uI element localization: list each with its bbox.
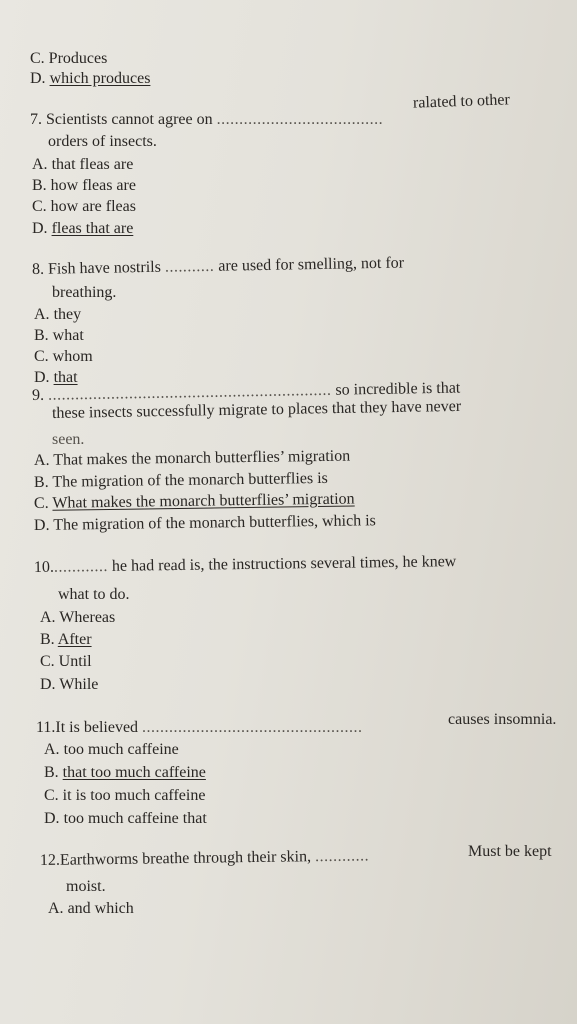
q8-option-c: C. whom	[34, 348, 93, 365]
q8-option-d: D. that	[34, 369, 78, 386]
q12-stem: 12.Earthworms breathe through their skin, ............	[39, 847, 370, 869]
q12-stem-after: Must be kept	[468, 843, 552, 860]
q9-option-b: B. The migration of the monarch butterflies is	[33, 469, 328, 491]
q8-option-b: B. what	[34, 327, 84, 344]
q11-stem-after: causes insomnia.	[448, 711, 557, 728]
q12-stem-continuation: moist.	[66, 878, 106, 895]
q10-option-b: B. After	[40, 631, 92, 648]
q9-option-c: C. What makes the monarch butterflies’ migration	[33, 490, 355, 512]
q9-option-d: D. The migration of the monarch butterflies, which is	[33, 512, 376, 534]
q7-stem-after: ralated to other	[412, 91, 511, 112]
q10-stem-continuation: what to do.	[58, 586, 130, 603]
q6-option-c: C. Produces	[30, 50, 108, 67]
q10-stem: 10............. he had read is, the instructions several times, he knew	[33, 553, 457, 576]
q11-stem: 11.It is believed .................................................	[36, 719, 363, 736]
q7-stem: 7. Scientists cannot agree on .....................................	[30, 111, 384, 128]
q9-stem: 9. ............................................................... so incredible is that	[31, 379, 461, 404]
q10-option-d: D. While	[40, 676, 99, 693]
q7-option-d: D. fleas that are	[32, 220, 134, 237]
q11-option-d: D. too much caffeine that	[44, 810, 207, 827]
q11-option-a: A. too much caffeine	[44, 741, 179, 758]
q12-option-a: A. and which	[48, 900, 134, 917]
q6-option-d: D. which produces	[30, 70, 151, 87]
q9-option-a: A. That makes the monarch butterflies’ migration	[33, 447, 351, 469]
q11-option-c: C. it is too much caffeine	[44, 787, 206, 804]
q8-stem: 8. Fish have nostrils ........... are used for smelling, not for	[31, 254, 405, 278]
q7-option-a: A. that fleas are	[32, 156, 134, 173]
q9-stem-continuation-1: these insects successfully migrate to places that they have never	[51, 397, 462, 422]
q8-option-a: A. they	[34, 306, 82, 323]
q10-option-a: A. Whereas	[40, 609, 116, 626]
q7-option-c: C. how are fleas	[32, 198, 136, 215]
q9-stem-continuation-2: seen.	[52, 431, 85, 448]
q8-stem-continuation: breathing.	[52, 284, 117, 301]
q11-option-b: B. that too much caffeine	[44, 764, 206, 781]
q7-option-b: B. how fleas are	[32, 177, 136, 194]
q10-option-c: C. Until	[40, 653, 92, 670]
q7-stem-continuation: orders of insects.	[48, 133, 157, 150]
